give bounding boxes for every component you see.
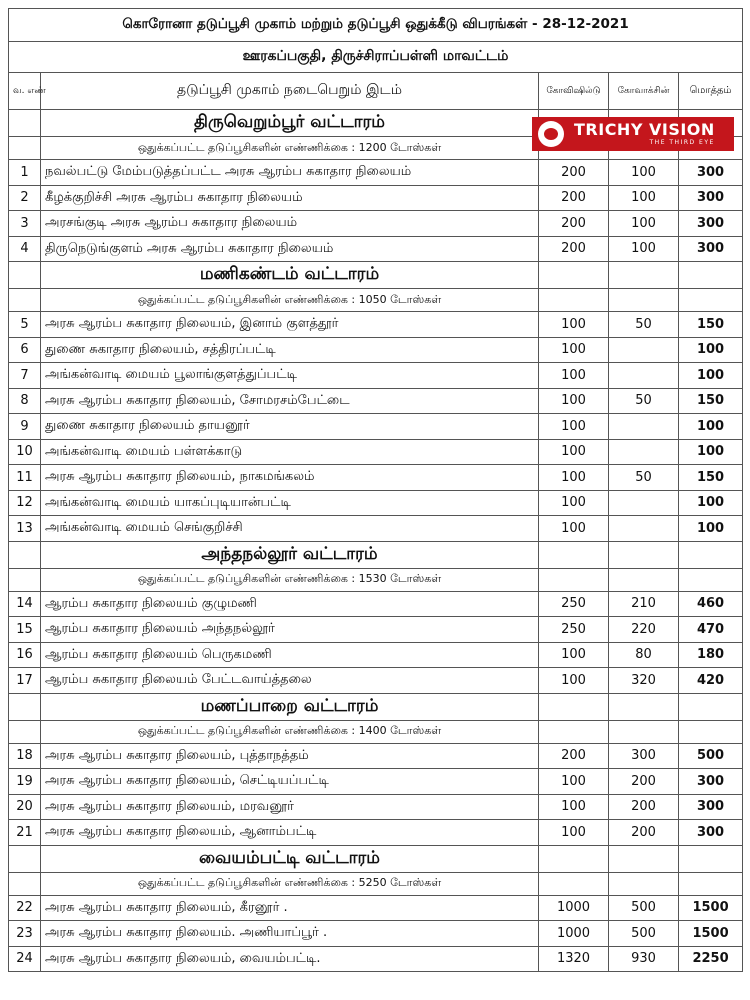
- row-total: 100: [679, 337, 743, 363]
- row-sno: 6: [9, 337, 41, 363]
- row-covaxin: [609, 363, 679, 389]
- row-place: கீழக்குறிச்சி அரசு ஆரம்ப சுகாதார நிலையம்: [41, 185, 539, 211]
- row-covishield: 100: [539, 388, 609, 414]
- row-covaxin: 50: [609, 312, 679, 338]
- table-row: [9, 363, 743, 389]
- row-covishield: 100: [539, 490, 609, 516]
- allocation-spacer: [9, 720, 41, 743]
- row-sno: 1: [9, 160, 41, 186]
- table-row: [9, 895, 743, 921]
- row-place: அரசு ஆரம்ப சுகாதார நிலையம், புத்தாநத்தம்: [41, 743, 539, 769]
- table-row: [9, 516, 743, 542]
- table-row: [9, 820, 743, 846]
- row-covishield: 250: [539, 591, 609, 617]
- table-row: [9, 185, 743, 211]
- block-spacer: [9, 110, 41, 137]
- allocation-spacer: [679, 720, 743, 743]
- row-total: 2250: [679, 946, 743, 972]
- allocation-spacer: [539, 720, 609, 743]
- allocation-spacer: [9, 137, 41, 160]
- allocation-spacer: [609, 720, 679, 743]
- row-sno: 15: [9, 617, 41, 643]
- row-total: 100: [679, 516, 743, 542]
- block-name: வையம்பட்டி வட்டாரம்: [41, 845, 539, 872]
- block-name: மணப்பாறை வட்டாரம்: [41, 693, 539, 720]
- row-total: 300: [679, 820, 743, 846]
- block-spacer: [9, 262, 41, 289]
- block-name: திருவெறும்பூர் வட்டாரம்: [41, 110, 539, 137]
- row-place: அங்கன்வாடி மையம் யாகப்புடியான்பட்டி: [41, 490, 539, 516]
- row-covishield: 100: [539, 516, 609, 542]
- row-place: அரசு ஆரம்ப சுகாதார நிலையம், செட்டியப்பட்டி: [41, 769, 539, 795]
- table-row: [9, 388, 743, 414]
- row-total: 100: [679, 439, 743, 465]
- table-row: [9, 337, 743, 363]
- allocation-row: [9, 568, 743, 591]
- row-covishield: 200: [539, 211, 609, 237]
- row-covishield: 250: [539, 617, 609, 643]
- row-place: அரசு ஆரம்ப சுகாதார நிலையம், வையம்பட்டி.: [41, 946, 539, 972]
- row-covaxin: 500: [609, 895, 679, 921]
- row-covishield: 100: [539, 794, 609, 820]
- vaccination-allocation-table: [8, 8, 743, 972]
- row-covishield: 100: [539, 363, 609, 389]
- header-place: தடுப்பூசி முகாம் நடைபெறும் இடம்: [41, 73, 539, 110]
- header-covishield: கோவிஷில்டு: [539, 73, 609, 110]
- column-header-row: [9, 73, 743, 110]
- row-sno: 13: [9, 516, 41, 542]
- allocation-text: ஒதுக்கப்பட்ட தடுப்பூசிகளின் எண்ணிக்கை : 1050 டோஸ்கள்: [41, 289, 539, 312]
- block-spacer: [9, 693, 41, 720]
- allocation-spacer: [609, 568, 679, 591]
- block-name: அந்தநல்லூர் வட்டாரம்: [41, 541, 539, 568]
- row-covaxin: 50: [609, 388, 679, 414]
- block-spacer: [679, 693, 743, 720]
- row-place: அரசு ஆரம்ப சுகாதார நிலையம், நாகமங்கலம்: [41, 465, 539, 491]
- block-spacer: [539, 845, 609, 872]
- row-total: 100: [679, 414, 743, 440]
- allocation-spacer: [539, 289, 609, 312]
- row-total: 300: [679, 769, 743, 795]
- document-subtitle: ஊரகப்பகுதி, திருச்சிராப்பள்ளி மாவட்டம்: [9, 42, 743, 73]
- row-sno: 22: [9, 895, 41, 921]
- block-spacer: [609, 693, 679, 720]
- row-sno: 11: [9, 465, 41, 491]
- row-covaxin: 200: [609, 794, 679, 820]
- table-row: [9, 617, 743, 643]
- allocation-text: ஒதுக்கப்பட்ட தடுப்பூசிகளின் எண்ணிக்கை : 5250 டோஸ்கள்: [41, 872, 539, 895]
- document-title: கொரோனா தடுப்பூசி முகாம் மற்றும் தடுப்பூசி ஒதுக்கீடு விபரங்கள் - 28-12-2021: [9, 9, 743, 42]
- row-covaxin: [609, 439, 679, 465]
- table-row: [9, 668, 743, 694]
- row-total: 300: [679, 794, 743, 820]
- allocation-spacer: [9, 872, 41, 895]
- block-spacer: [539, 541, 609, 568]
- row-place: அரசங்குடி அரசு ஆரம்ப சுகாதார நிலையம்: [41, 211, 539, 237]
- eye-logo-icon: [538, 121, 564, 147]
- row-total: 100: [679, 490, 743, 516]
- row-sno: 8: [9, 388, 41, 414]
- allocation-row: [9, 289, 743, 312]
- row-total: 470: [679, 617, 743, 643]
- row-covaxin: 200: [609, 820, 679, 846]
- row-total: 100: [679, 363, 743, 389]
- row-covishield: 100: [539, 312, 609, 338]
- block-spacer: [9, 541, 41, 568]
- row-total: 300: [679, 160, 743, 186]
- block-header-row: [9, 262, 743, 289]
- row-covishield: 200: [539, 185, 609, 211]
- row-sno: 2: [9, 185, 41, 211]
- row-sno: 7: [9, 363, 41, 389]
- allocation-spacer: [539, 568, 609, 591]
- header-sno: வ. எண்: [9, 73, 41, 110]
- row-covaxin: 100: [609, 211, 679, 237]
- row-place: ஆரம்ப சுகாதார நிலையம் அந்தநல்லூர்: [41, 617, 539, 643]
- row-sno: 9: [9, 414, 41, 440]
- row-sno: 4: [9, 236, 41, 262]
- table-row: [9, 591, 743, 617]
- header-total: மொத்தம்: [679, 73, 743, 110]
- allocation-spacer: [679, 289, 743, 312]
- trichy-vision-logo: [532, 117, 734, 151]
- row-covaxin: 930: [609, 946, 679, 972]
- row-total: 180: [679, 642, 743, 668]
- block-spacer: [609, 262, 679, 289]
- allocation-text: ஒதுக்கப்பட்ட தடுப்பூசிகளின் எண்ணிக்கை : 1400 டோஸ்கள்: [41, 720, 539, 743]
- block-spacer: [609, 541, 679, 568]
- title-row: [9, 9, 743, 42]
- allocation-spacer: [679, 872, 743, 895]
- table-row: [9, 769, 743, 795]
- row-place: அரசு ஆரம்ப சுகாதார நிலையம். அணியாப்பூர் .: [41, 921, 539, 947]
- row-sno: 16: [9, 642, 41, 668]
- row-covaxin: [609, 337, 679, 363]
- row-covaxin: 80: [609, 642, 679, 668]
- row-sno: 12: [9, 490, 41, 516]
- row-place: ஆரம்ப சுகாதார நிலையம் பெருகமணி: [41, 642, 539, 668]
- block-spacer: [539, 693, 609, 720]
- row-place: துணை சுகாதார நிலையம் தாயனூர்: [41, 414, 539, 440]
- row-covaxin: [609, 490, 679, 516]
- row-total: 300: [679, 185, 743, 211]
- row-place: ஆரம்ப சுகாதார நிலையம் பேட்டவாய்த்தலை: [41, 668, 539, 694]
- row-place: அரசு ஆரம்ப சுகாதார நிலையம், ஆனாம்பட்டி: [41, 820, 539, 846]
- allocation-row: [9, 872, 743, 895]
- row-total: 500: [679, 743, 743, 769]
- row-total: 460: [679, 591, 743, 617]
- row-total: 300: [679, 236, 743, 262]
- allocation-row: [9, 720, 743, 743]
- row-place: அங்கன்வாடி மையம் பள்ளக்காடு: [41, 439, 539, 465]
- block-spacer: [679, 262, 743, 289]
- allocation-spacer: [609, 289, 679, 312]
- table-row: [9, 743, 743, 769]
- row-sno: 19: [9, 769, 41, 795]
- row-place: அரசு ஆரம்ப சுகாதார நிலையம், கீரனூர் .: [41, 895, 539, 921]
- allocation-text: ஒதுக்கப்பட்ட தடுப்பூசிகளின் எண்ணிக்கை : 1530 டோஸ்கள்: [41, 568, 539, 591]
- row-place: அரசு ஆரம்ப சுகாதார நிலையம், மரவனூர்: [41, 794, 539, 820]
- row-place: நவல்பட்டு மேம்படுத்தப்பட்ட அரசு ஆரம்ப சுகாதார நிலையம்: [41, 160, 539, 186]
- row-covishield: 100: [539, 668, 609, 694]
- row-covaxin: 200: [609, 769, 679, 795]
- table-row: [9, 946, 743, 972]
- row-sno: 21: [9, 820, 41, 846]
- row-covishield: 100: [539, 337, 609, 363]
- allocation-spacer: [9, 289, 41, 312]
- row-covaxin: 100: [609, 160, 679, 186]
- row-sno: 23: [9, 921, 41, 947]
- row-sno: 17: [9, 668, 41, 694]
- table-row: [9, 211, 743, 237]
- row-sno: 20: [9, 794, 41, 820]
- row-covishield: 100: [539, 465, 609, 491]
- row-total: 150: [679, 312, 743, 338]
- row-place: அங்கன்வாடி மையம் செங்குறிச்சி: [41, 516, 539, 542]
- row-covishield: 100: [539, 820, 609, 846]
- row-sno: 3: [9, 211, 41, 237]
- table-row: [9, 439, 743, 465]
- header-covaxin: கோவாக்சின்: [609, 73, 679, 110]
- block-spacer: [679, 845, 743, 872]
- row-covaxin: 320: [609, 668, 679, 694]
- block-header-row: [9, 693, 743, 720]
- row-covaxin: 100: [609, 185, 679, 211]
- row-sno: 10: [9, 439, 41, 465]
- table-row: [9, 414, 743, 440]
- row-covaxin: 220: [609, 617, 679, 643]
- block-spacer: [679, 541, 743, 568]
- row-total: 150: [679, 388, 743, 414]
- row-covishield: 200: [539, 160, 609, 186]
- row-covishield: 100: [539, 642, 609, 668]
- allocation-spacer: [609, 872, 679, 895]
- table-row: [9, 921, 743, 947]
- row-sno: 24: [9, 946, 41, 972]
- logo-title: TRICHY VISION: [574, 120, 715, 139]
- table-row: [9, 642, 743, 668]
- allocation-spacer: [539, 872, 609, 895]
- row-sno: 18: [9, 743, 41, 769]
- row-place: அங்கன்வாடி மையம் பூலாங்குளத்துப்பட்டி: [41, 363, 539, 389]
- block-name: மணிகண்டம் வட்டாரம்: [41, 262, 539, 289]
- allocation-spacer: [679, 568, 743, 591]
- block-spacer: [609, 845, 679, 872]
- row-covishield: 1000: [539, 895, 609, 921]
- row-covishield: 200: [539, 236, 609, 262]
- block-header-row: [9, 845, 743, 872]
- row-place: அரசு ஆரம்ப சுகாதார நிலையம், இனாம் குளத்தூர்: [41, 312, 539, 338]
- row-total: 300: [679, 211, 743, 237]
- row-covishield: 1320: [539, 946, 609, 972]
- allocation-spacer: [9, 568, 41, 591]
- row-covishield: 100: [539, 439, 609, 465]
- allocation-text: ஒதுக்கப்பட்ட தடுப்பூசிகளின் எண்ணிக்கை : 1200 டோஸ்கள்: [41, 137, 539, 160]
- row-covaxin: 100: [609, 236, 679, 262]
- row-covishield: 100: [539, 414, 609, 440]
- row-place: அரசு ஆரம்ப சுகாதார நிலையம், சோமரசம்பேட்டை: [41, 388, 539, 414]
- row-place: ஆரம்ப சுகாதார நிலையம் குழுமணி: [41, 591, 539, 617]
- row-covaxin: 300: [609, 743, 679, 769]
- row-place: துணை சுகாதார நிலையம், சத்திரப்பட்டி: [41, 337, 539, 363]
- row-sno: 14: [9, 591, 41, 617]
- block-spacer: [9, 845, 41, 872]
- block-header-row: [9, 541, 743, 568]
- table-row: [9, 160, 743, 186]
- row-covishield: 100: [539, 769, 609, 795]
- row-covaxin: 210: [609, 591, 679, 617]
- row-covaxin: [609, 414, 679, 440]
- table-row: [9, 794, 743, 820]
- table-row: [9, 312, 743, 338]
- logo-tagline: THE THIRD EYE: [649, 139, 715, 146]
- row-covaxin: 50: [609, 465, 679, 491]
- row-place: திருநெடுங்குளம் அரசு ஆரம்ப சுகாதார நிலையம்: [41, 236, 539, 262]
- row-sno: 5: [9, 312, 41, 338]
- row-covaxin: [609, 516, 679, 542]
- table-row: [9, 236, 743, 262]
- row-total: 1500: [679, 895, 743, 921]
- row-covaxin: 500: [609, 921, 679, 947]
- row-covishield: 200: [539, 743, 609, 769]
- row-total: 420: [679, 668, 743, 694]
- table-row: [9, 490, 743, 516]
- row-total: 1500: [679, 921, 743, 947]
- row-covishield: 1000: [539, 921, 609, 947]
- block-spacer: [539, 262, 609, 289]
- row-total: 150: [679, 465, 743, 491]
- subtitle-row: [9, 42, 743, 73]
- table-row: [9, 465, 743, 491]
